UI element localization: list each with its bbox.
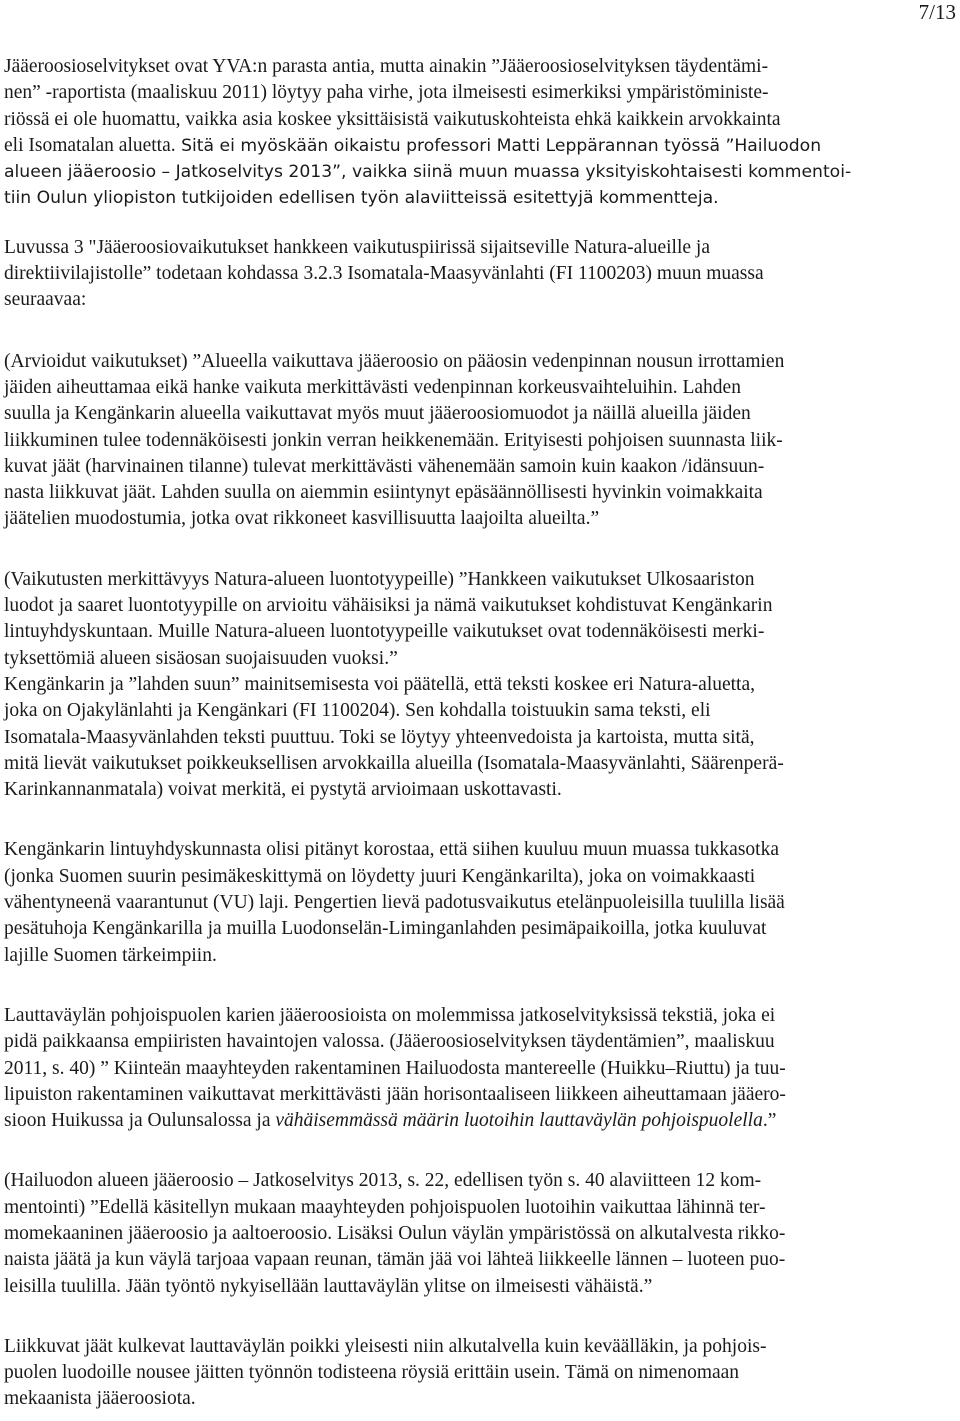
paragraph-significance-quote: (Vaikutusten merkittävyys Natura-alueen luontotyypeille) ”Hankkeen vaikutukset Ulkosaariston luodot ja saaret luontotyypille on arvioitu vähäisiksi ja nämä vaikutukset kohdistuvat Kengänkarin lintuyhdyskuntaan. Muille Natura-alueen luontotyypeille vaikutukset ovat todennäköisesti merki- tyksettömiä alueen sisäosan suojaisuuden vuoksi.” <box>4 568 773 669</box>
paragraph-intro-part-2: Sitä ei myöskään oikaistu professori Matti Leppärannan työssä ”Hailuodon alueen jääeroosio – Jatkoselvitys 2013”, vaikka siinä muun muassa yksityiskohtaisesti kommentoi- tiin Oulun yliopiston tutkijoiden edellisen työn alaviitteissä esitettyjä kommentteja. <box>4 135 852 209</box>
paragraph-assessed-impacts-quote: (Arvioidut vaikutukset) ”Alueella vaikuttava jääeroosio on pääosin vedenpinnan nousun irrottamien jäiden aiheuttamaa eikä hanke vaikuta merkittävästi vedenpinnan korkeusvaihteluihin. Lahden suulla ja Kengänkarin alueella vaikuttavat myös muut jääeroosiomuodot ja näillä alueilla jäiden liikkuminen tulee todennäköisesti jonkin verran heikkenemään. Erityisesti pohjoisen suunnasta liik- kuvat jäät (harvinainen tilanne) tulevat merkittävästi vähenemään samoin kuin kaakon /idänsuun- nasta liikkuvat jäät. Lahden suulla on aiemmin esiintynyt epäsäännöllisesti hyvinkin voimakkaita jäätelien muodostumia, jotka ovat rikkoneet kasvillisuutta laajoilta alueilta.” <box>4 350 785 530</box>
paragraph-intro-part-1: Jääeroosioselvitykset ovat YVA:n parasta antia, mutta ainakin ”Jääeroosioselvityksen täydentämi- nen” -raportista (maaliskuu 2011) löytyy paha virhe, jota ilmeisesti esimerkiksi ympäristöministe- riössä ei ole huomattu, vaikka asia koskee yksittäisistä vaikutuskohteista ehkä kaikkein arvokkainta eli Isomatalan aluetta. <box>4 56 781 156</box>
paragraph-intro <box>4 54 956 212</box>
paragraph-ferry-route-emphasis: vähäisemmässä määrin luotoihin lauttaväylän pohjoispuolella <box>275 1110 763 1132</box>
page-number: 7/13 <box>918 0 956 24</box>
paragraph-continuation-study-quote: (Hailuodon alueen jääeroosio – Jatkoselvitys 2013, s. 22, edellisen työn s. 40 alaviitteen 12 kom- mentointi) ”Edellä käsitellyn mukaan maayhteyden pohjoispuolen luotoihin vaikuttaa lähinnä ter- momekaaninen jääeroosio ja aaltoeroosio. Lisäksi Oulun väylän ympäristössä on alkutalvesta rikko- naista jäätä ja kun väylä tarjoaa vapaan reunan, tämän jää voi lähteä liikkeelle lännen – luoteen puo- leisilla tuulilla. Jään työntö nykyisellään lauttaväylän ylitse on ilmeisesti vähäistä.” <box>4 1170 786 1297</box>
paragraph-kengankari-note: Kengänkarin ja ”lahden suun” mainitsemisesta voi päätellä, että teksti koskee eri Natura-aluetta, joka on Ojakylänlahti ja Kengänkari (FI 1100204). Sen kohdalla toistuukin sama teksti, eli Isomatala-Maasyvänlahden teksti puuttuu. Toki se löytyy yhteenvedoista ja kartoista, mutta sitä, mitä lievät vaikutukset poikkeuksellisen arvokkailla alueilla (Isomatala-Maasyvänlahti, Säärenperä- Karinkannanmatala) voivat merkitä, ei pystytä arvioimaan uskottavasti. <box>4 673 784 801</box>
paragraph-ferry-route-text: Lauttaväylän pohjoispuolen karien jääeroosioista on molemmissa jatkoselvityksissä tekstiä, joka ei pidä paikkaansa empiiristen havaintojen valossa. (Jääeroosioselvityksen täydentämien”, maaliskuu 2011, s. 40) ” Kiinteän maayhteyden rakentaminen Hailuodosta mantereelle (Huikku–Riuttu) ja tuu- lipuiston rakentaminen vaikuttavat merkittävästi jään horisontaaliseen liikkeen aiheuttamaan jääero- sioon Huikussa ja Oulunsalossa ja <box>4 1004 786 1132</box>
paragraph-ferry-route-erosion <box>4 1003 956 1134</box>
document-body <box>4 54 956 1413</box>
paragraph-bird-colony: Kengänkarin lintuyhdyskunnasta olisi pitänyt korostaa, että siihen kuuluu muun muassa tukkasotka (jonka Suomen suurin pesimäkeskittymä on löydetty juuri Kengänkarilta), joka on voimakkaasti vähentyneenä vaarantunut (VU) laji. Pengertien lievä padotusvaikutus etelänpuoleisilla tuulilla lisää pesätuhoja Kengänkarilla ja muilla Luodonselän-Liminganlahden pesimäpaikoilla, jotka kuuluvat lajille Suomen tärkeimpiin. <box>4 839 785 966</box>
paragraph-chapter-3-reference: Luvussa 3 "Jääeroosiovaikutukset hankkeen vaikutuspiirissä sijaitseville Natura-alueille ja direktiivilajistolle” todetaan kohdassa 3.2.3 Isomatala-Maasyvänlahti (FI 1100203) muun muassa seuraavaa: <box>4 236 764 311</box>
paragraph-conclusion: Liikkuvat jäät kulkevat lauttaväylän poikki yleisesti niin alkutalvella kuin keväälläkin, ja pohjois- puolen luodoille nousee jäitten työnnön todisteena röysiä erittäin usein. Tämä on nimenomaan mekaanista jääeroosiota. <box>4 1335 767 1410</box>
paragraph-ferry-route-end: .” <box>762 1110 777 1132</box>
